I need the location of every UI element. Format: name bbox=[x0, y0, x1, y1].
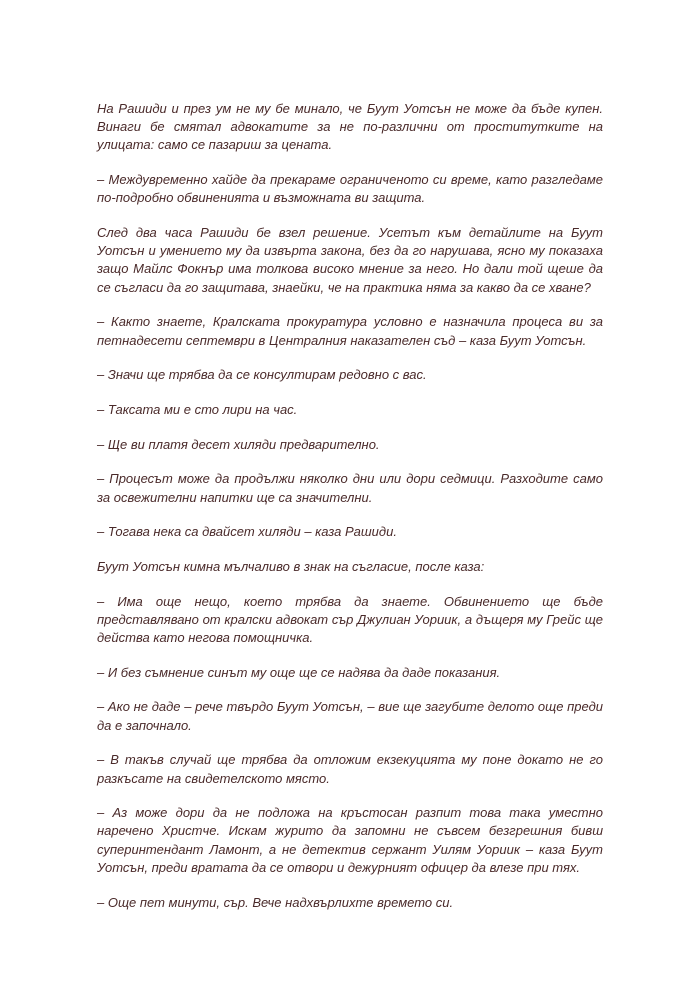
paragraph: – И без съмнение синът му още ще се надява да даде показания. bbox=[97, 664, 501, 680]
paragraph: – Таксата ми е сто лири на час. bbox=[97, 401, 298, 417]
document-body bbox=[97, 100, 603, 928]
paragraph: – Процесът може да продължи няколко дни или дори седмици. Разходите само за освежителни напитки ще са значителни. bbox=[97, 471, 603, 505]
paragraph: Буут Уотсън кимна мълчаливо в знак на съгласие, после каза: bbox=[97, 558, 485, 574]
paragraph: – В такъв случай ще трябва да отложим екзекуцията му поне докато не го разкъсате на свидетелското място. bbox=[97, 752, 603, 786]
paragraph: – Значи ще трябва да се консултирам редовно с вас. bbox=[97, 367, 427, 383]
paragraph: След два часа Рашиди бе взел решение. Усетът към детайлите на Буут Уотсън и умението му да извърта закона, без да го нарушава, ясно му показаха защо Майлс Фокнър има толкова високо мнение за него. Но дали той щеше да се съгласи да го защитава, знаейки, че на практика няма за какво да се хване? bbox=[97, 225, 603, 295]
paragraph: – Междувременно хайде да прекараме ограниченото си време, като разгледаме по-подробно обвиненията и възможната ви защита. bbox=[97, 172, 603, 206]
paragraph: – Има още нещо, което трябва да знаете. Обвинението ще бъде представлявано от кралски адвокат сър Джулиан Уорuик, а дъщеря му Грейс ще действа като негова помощничка. bbox=[97, 593, 603, 646]
paragraph: – Аз може дори да не подложа на кръстосан разпит това така уместно наречено Христче. Искам журито да запомни не съвсем безгрешния бивш суперинтендант Ламонт, а не детектив сержант Уилям Уорuик – каза Буут Уотсън, преди вратата да се отвори и дежурният офицер да влезе при тях. bbox=[97, 805, 603, 875]
paragraph: – Тогава нека са двайсет хиляди – каза Рашиди. bbox=[97, 524, 397, 540]
paragraph: На Рашиди и през ум не му бе минало, че Буут Уотсън не може да бъде купен. Винаги бе смятал адвокатите за не по-различни от проститутките на улицата: само се пазариш за цената. bbox=[97, 101, 603, 153]
paragraph: – Ще ви платя десет хиляди предварително. bbox=[97, 436, 380, 452]
paragraph: – Ако не даде – рече твърдо Буут Уотсън, – вие ще загубите делото още преди да е започнало. bbox=[97, 699, 603, 733]
paragraph: – Още пет минути, сър. Вече надхвърлихте времето си. bbox=[97, 894, 454, 910]
paragraph: – Както знаете, Кралската прокуратура условно е назначила процеса ви за петнадесети септември в Централния наказателен съд – каза Буут Уотсън. bbox=[97, 314, 603, 348]
